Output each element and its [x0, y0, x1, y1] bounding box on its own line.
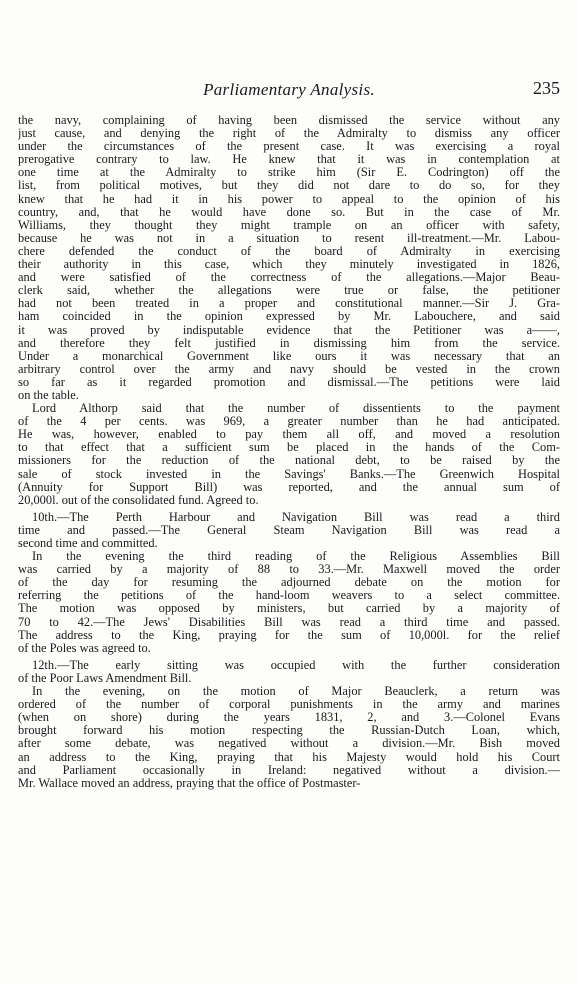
text-line: brought forward his motion respecting the Russian-Dutch Loan, which,	[18, 724, 560, 738]
text-line: after some debate, was negatived without a division.—Mr. Bish moved	[18, 737, 560, 751]
text-line: of the Poor Laws Amendment Bill.	[18, 671, 192, 685]
text-line: (when on shore) during the years 1831, 2, and 3.—Colonel Evans	[18, 711, 560, 725]
page-number: 235	[533, 78, 560, 98]
text-line: so far as it regarded promotion and dismissal.—The petitions were laid	[18, 375, 560, 389]
text-line: because he was not in a situation to resent ill-treatment.—Mr. Labou-	[18, 231, 560, 245]
text-line: In the evening, on the motion of Major Beauclerk, a return was	[32, 685, 560, 699]
text-line: to that effect that a sufficient sum be placed in the hands of the Com-	[18, 441, 560, 455]
paragraph	[18, 402, 560, 507]
page-body	[18, 114, 560, 790]
running-title: Parliamentary Analysis.	[203, 80, 375, 99]
text-line: had not been treated in a proper and constitutional manner.—Sir J. Gra-	[18, 297, 560, 311]
text-line: prerogative contrary to law. He knew that it was in contemplation at	[18, 153, 560, 167]
text-line: was carried by a majority of 88 to 33.—Mr. Maxwell moved the order	[18, 563, 560, 577]
text-line: In the evening the third reading of the Religious Assemblies Bill	[32, 550, 560, 564]
text-line: He was, however, enabled to pay them all off, and moved a resolution	[18, 428, 560, 442]
text-line: Williams, they thought they might trample on an officer with safety,	[18, 218, 560, 232]
text-line: (Annuity for Support Bill) was reported, and the annual sum of	[18, 480, 560, 494]
text-line: of the 4 per cents. was 969, a greater number than he had anticipated.	[18, 415, 560, 429]
text-line: clerk said, whether the allegations were true or false, the petitioner	[18, 284, 560, 298]
text-line: time and passed.—The General Steam Navigation Bill was read a	[18, 523, 560, 537]
text-line: 12th.—The early sitting was occupied with the further consideration	[32, 658, 560, 672]
paragraph	[18, 659, 560, 685]
text-line: just cause, and denying the right of the Admiralty to dismiss any officer	[18, 127, 560, 141]
text-line: arbitrary control over the army and navy should be vested in the crown	[18, 362, 560, 376]
text-line: referring the petitions of the hand-loom weavers to a select committee.	[18, 589, 560, 603]
text-line: country, and, that he would have done so. But in the case of Mr.	[18, 205, 560, 219]
text-line: their authority in this case, which they minutely investigated in 1826,	[18, 258, 560, 272]
running-header	[18, 76, 560, 102]
paragraph	[18, 550, 560, 655]
text-line: of the Poles was agreed to.	[18, 641, 151, 655]
text-line: chere defended the conduct of the board of Admiralty in exercising	[18, 244, 560, 258]
text-line: of the day for resuming the adjourned debate on the motion for	[18, 576, 560, 590]
text-line: The address to the King, praying for the sum of 10,000l. for the relief	[18, 628, 560, 642]
text-line: The motion was opposed by ministers, but carried by a majority of	[18, 602, 560, 616]
text-line: and were satisfied of the correctness of the allegations.—Major Beau-	[18, 271, 560, 285]
paragraph	[18, 685, 560, 790]
text-line: and therefore they felt justified in dismissing him from the service.	[18, 336, 560, 350]
text-line: one time at the Admiralty to strike him (Sir E. Codrington) off the	[18, 166, 560, 180]
text-line: an address to the King, praying that his Majesty would hold his Court	[18, 750, 560, 764]
text-line: under the circumstances of the present case. It was exercising a royal	[18, 140, 560, 154]
paragraph	[18, 114, 560, 402]
text-line: the navy, complaining of having been dismissed the service without any	[18, 114, 560, 127]
text-line: ham coincided in the opinion expressed by Mr. Labouchere, and said	[18, 310, 560, 324]
text-line: ordered of the number of corporal punishments in the army and marines	[18, 698, 560, 712]
text-line: second time and committed.	[18, 537, 158, 550]
text-line: Under a monarchical Government like ours it was necessary that an	[18, 349, 560, 363]
text-line: and Parliament occasionally in Ireland: negatived without a division.—	[18, 763, 560, 777]
text-line: 20,000l. out of the consolidated fund. Agreed to.	[18, 493, 259, 507]
text-line: 10th.—The Perth Harbour and Navigation Bill was read a third	[32, 510, 560, 524]
text-line: list, from political motives, but they did not dare to do so, for they	[18, 179, 560, 193]
paragraph	[18, 511, 560, 550]
text-line: Lord Althorp said that the number of dissentients to the payment	[32, 402, 560, 416]
text-line: Mr. Wallace moved an address, praying that the office of Postmaster-	[18, 776, 361, 790]
text-line: it was proved by indisputable evidence that the Petitioner was a——,	[18, 323, 560, 337]
text-line: on the table.	[18, 388, 79, 402]
text-line: 70 to 42.—The Jews' Disabilities Bill was read a third time and passed.	[18, 615, 560, 629]
text-line: sale of stock invested in the Savings' Banks.—The Greenwich Hospital	[18, 467, 560, 481]
text-line: knew that he had it in his power to appeal to the opinion of his	[18, 192, 560, 206]
text-line: missioners for the reduction of the national debt, to be raised by the	[18, 454, 560, 468]
